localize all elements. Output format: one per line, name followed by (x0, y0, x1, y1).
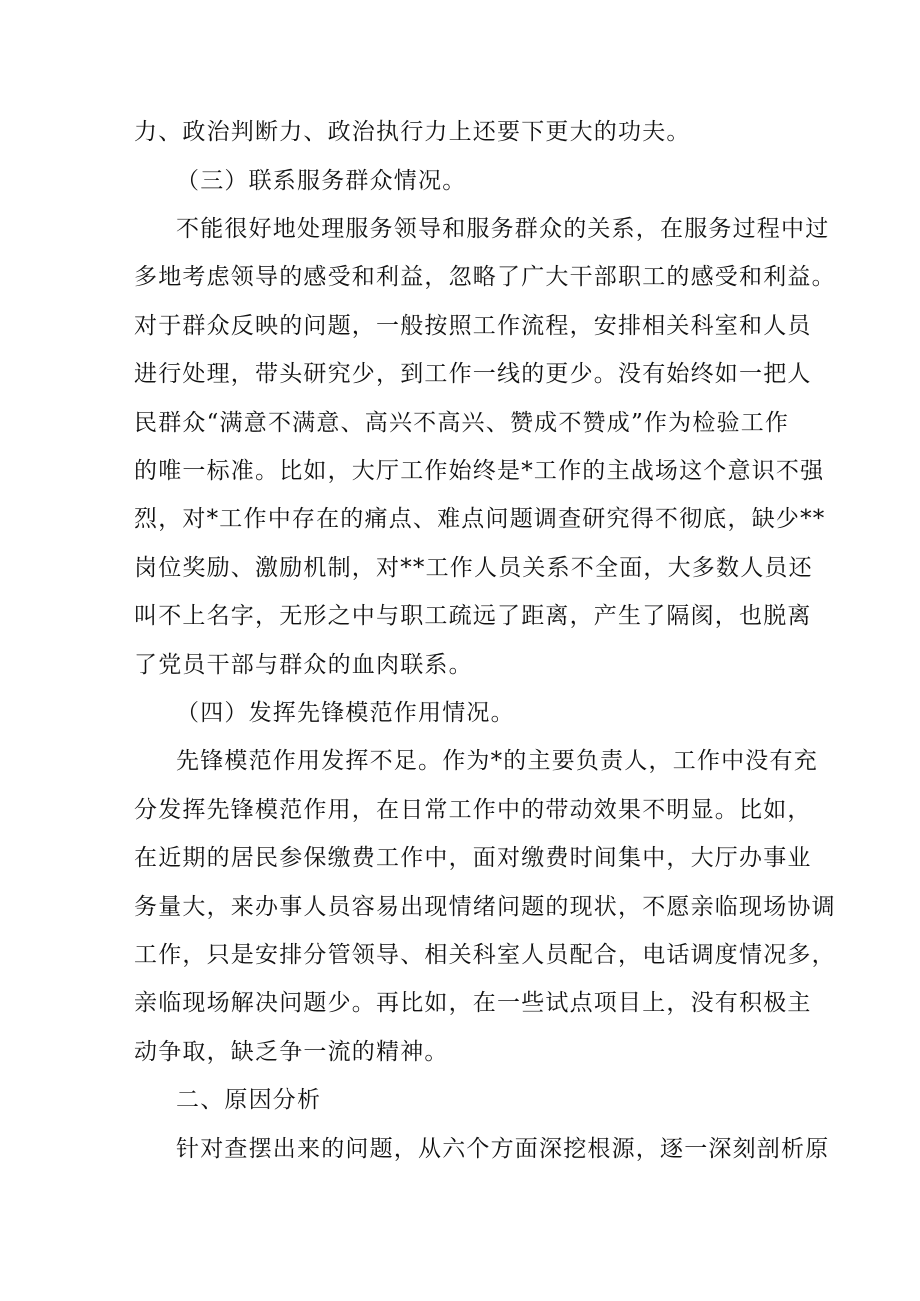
section-heading-analysis: 二、原因分析 (176, 1087, 322, 1113)
paragraph-line: 先锋模范作用发挥不足。作为*的主要负责人，工作中没有充 (176, 748, 818, 774)
paragraph-line: 多地考虑领导的感受和利益，忽略了广大干部职工的感受和利益。 (134, 264, 836, 290)
section-heading-4: （四）发挥先锋模范作用情况。 (176, 700, 515, 726)
paragraph-line: 针对查摆出来的问题，从六个方面深挖根源，逐一深刻剖析原 (176, 1136, 830, 1162)
paragraph-line: 民群众“满意不满意、高兴不高兴、赞成不赞成”作为检验工作 (134, 410, 790, 436)
paragraph-line: 岗位奖励、激励机制，对**工作人员关系不全面，大多数人员还 (134, 555, 813, 581)
section-heading-3: （三）联系服务群众情况。 (176, 168, 467, 194)
paragraph-line: 在近期的居民参保缴费工作中，面对缴费时间集中，大厅办事业 (134, 845, 812, 871)
paragraph-line: 的唯一标准。比如，大厅工作始终是*工作的主战场这个意识不强 (134, 458, 825, 484)
paragraph-line: 工作，只是安排分管领导、相关科室人员配合，电话调度情况多， (134, 942, 836, 968)
paragraph-line: 了党员干部与群众的血肉联系。 (134, 652, 473, 678)
paragraph-line: 力、政治判断力、政治执行力上还要下更大的功夫。 (134, 119, 691, 145)
paragraph-line: 亲临现场解决问题少。再比如，在一些试点项目上，没有积极主 (134, 990, 812, 1016)
paragraph-line: 叫不上名字，无形之中与职工疏远了距离，产生了隔阂，也脱离 (134, 603, 812, 629)
paragraph-line: 进行处理，带头研究少，到工作一线的更少。没有始终如一把人 (134, 361, 812, 387)
paragraph-line: 烈，对*工作中存在的痛点、难点问题调查研究得不彻底，缺少** (134, 506, 826, 532)
paragraph-line: 分发挥先锋模范作用，在日常工作中的带动效果不明显。比如， (134, 797, 812, 823)
paragraph-line: 动争取，缺乏争一流的精神。 (134, 1039, 449, 1065)
paragraph-line: 对于群众反映的问题，一般按照工作流程，安排相关科室和人员 (134, 313, 812, 339)
paragraph-line: 务量大，来办事人员容易出现情绪问题的现状，不愿亲临现场协调 (134, 894, 836, 920)
paragraph-line: 不能很好地处理服务领导和服务群众的关系，在服务过程中过 (176, 216, 830, 242)
